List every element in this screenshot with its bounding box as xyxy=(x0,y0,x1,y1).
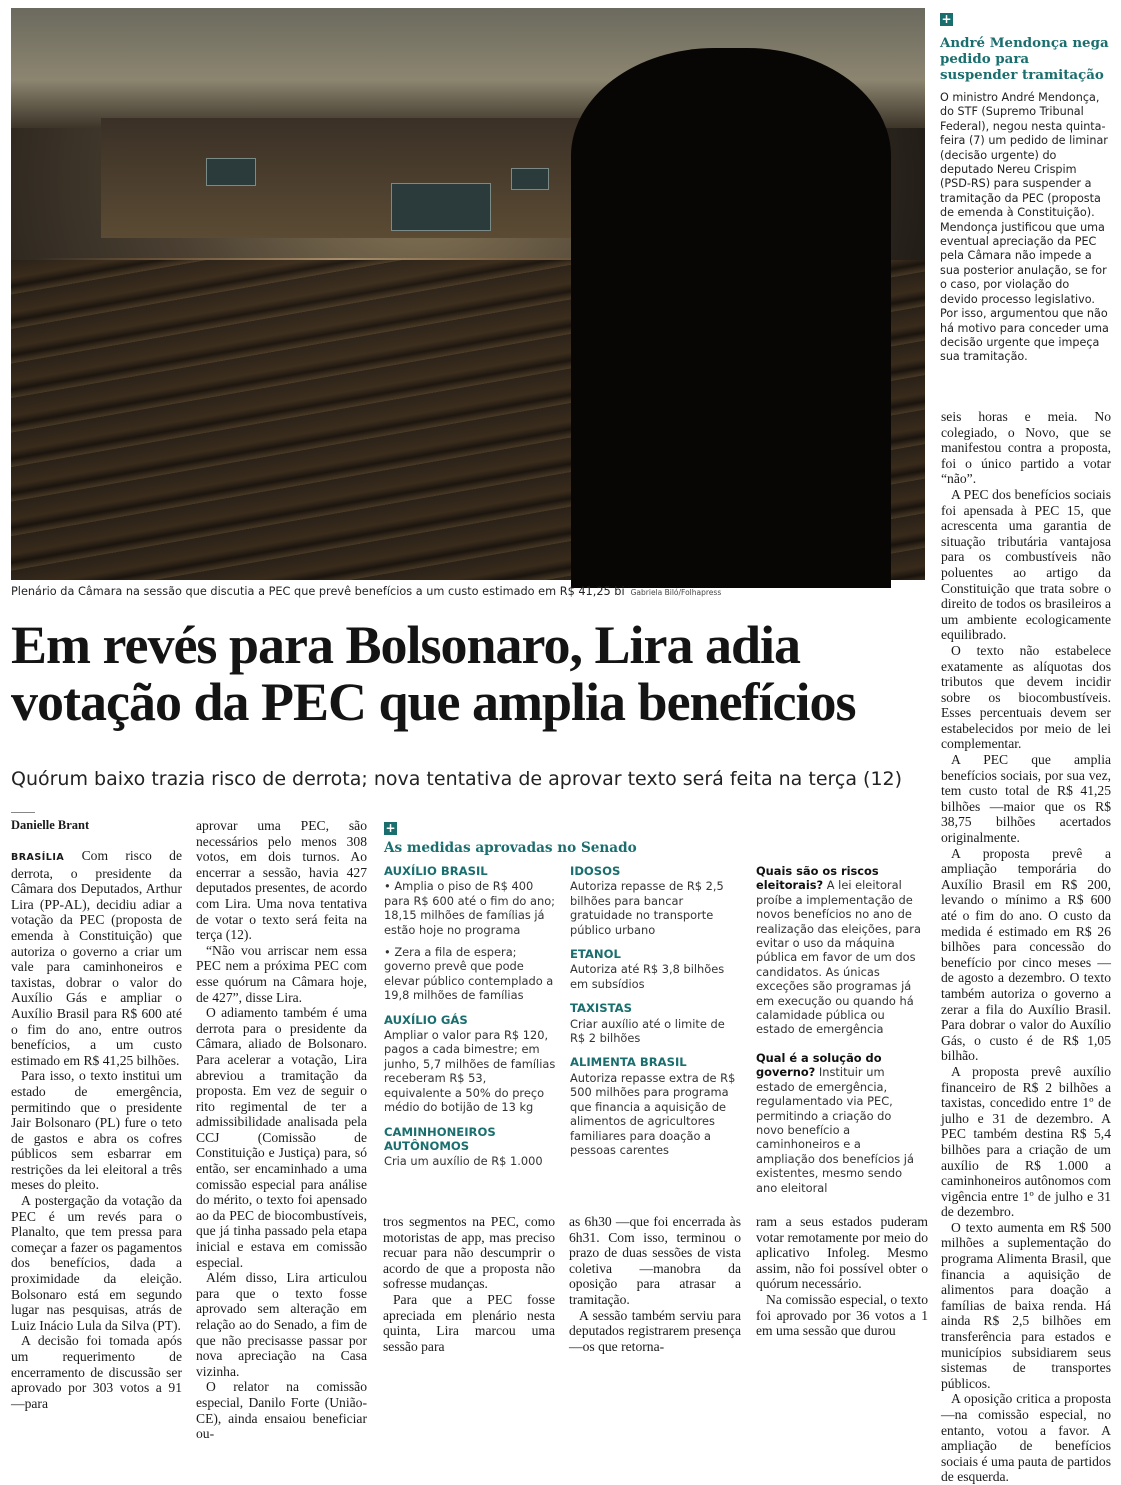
box-section-line: Autoriza repasse extra de R$ 500 milhões para programa que financia a aquisição de alimentos de agricultores familiares para doação a pessoas carentes xyxy=(570,1070,736,1157)
box-section xyxy=(384,864,556,1003)
box-section-line: Autoriza até R$ 3,8 bilhões em subsídios xyxy=(570,962,725,991)
article-paragraph: O relator na comissão especial, Danilo Forte (União-CE), ainda ensaiou beneficiar ou- xyxy=(196,1379,367,1442)
box-section-line: Criar auxílio até o limite de R$ 2 bilhões xyxy=(570,1016,725,1046)
box-section-line: Autoriza repasse de R$ 2,5 bilhões para bancar gratuidade no transporte público urbano xyxy=(570,879,724,937)
photo-screen xyxy=(511,168,549,190)
article-paragraph: as 6h30 —que foi encerrada às 6h31. Com isso, terminou o prazo de duas sessões de vista coletiva —manobra da oposição para atrasar a tramitação. xyxy=(569,1214,741,1307)
box-section xyxy=(384,1013,556,1115)
article-col-3 xyxy=(383,1214,555,1354)
article-paragraph: A postergação da votação da PEC é um revés para o Planalto, que tem pressa para começar a fazer os pagamentos dos benefícios, dada a proximidade da eleição. Bolsonaro está em segundo lugar nas pesquisas, atrás de Luiz Inácio Lula da Silva (PT). xyxy=(11,1193,182,1333)
box-qa xyxy=(756,864,921,1037)
article-paragraph: Para que a PEC fosse apreciada em plenário nesta quinta, Lira marcou uma sessão para xyxy=(383,1291,555,1354)
caption-text: Plenário da Câmara na sessão que discutia a PEC que prevê benefícios a um custo estimado em R$ 41,25 bi xyxy=(11,585,625,598)
box-section xyxy=(384,1125,556,1169)
box-section-head: CAMINHONEIROS AUTÔNOMOS xyxy=(384,1124,496,1153)
photo-screen xyxy=(391,183,491,231)
plenary-photo xyxy=(11,8,925,580)
article-paragraph: A proposta prevê a ampliação temporária do Auxílio Brasil em R$ 200, levando o mínimo a R$ 600 até o fim do ano. O custo da medida é estimado em R$ 26 bilhões para concessão do benefício por cinco meses —de agosto a dezembro. O texto também autoriza o governo a zerar a fila do Auxílio Brasil. Para dobrar o valor do Auxílio Gás, o custo é de R$ 1,05 bilhão. xyxy=(941,845,1111,1064)
article-col-1 xyxy=(11,848,182,1411)
box-section-line: Cria um auxílio de R$ 1.000 xyxy=(384,1154,543,1169)
article-paragraph-text: Com risco de derrota, o presidente da Câmara dos Deputados, Arthur Lira (PP-AL), decidiu adiar a votação da PEC (proposta de emenda à Constituição) que autoriza o governo a criar um vale para caminhoneiros e taxistas, dobrar o valor do Auxílio Gás e ampliar o Auxílio Brasil para R$ 600 até o fim do ano, entre outros benefícios, a um custo estimado em R$ 41,25 bilhões. xyxy=(11,848,182,1068)
box-section-head: ETANOL xyxy=(570,947,621,962)
photo-silhouette-head xyxy=(671,48,766,168)
headline: Em revés para Bolsonaro, Lira adia votação da PEC que amplia benefícios xyxy=(11,615,856,732)
box-section-head: IDOSOS xyxy=(570,864,621,878)
box-answer: A lei eleitoral proíbe a implementação de novos benefícios no ano de realização das eleições, para evitar o uso da máquina pública em favor de um dos candidatos. As únicas exceções são programas já em execução ou quando há calamidade pública ou estado de emergência xyxy=(756,878,921,1037)
article-paragraph: seis horas e meia. No colegiado, o Novo, que se manifestou contra a proposta, foi o único partido a votar “não”. xyxy=(941,409,1111,487)
sidebar-mendonca xyxy=(940,8,1110,365)
article-paragraph: A proposta prevê auxílio financeiro de R$ 2 bilhões a taxistas, concedido entre 1º de julho e 31 de dezembro. A PEC também destina R$ 5,4 bilhões para a criação de um auxílio de R$ 1.000 a caminhoneiros autônomos com vigência entre 1º de julho e 31 de dezembro. xyxy=(941,1063,1111,1220)
article-paragraph: A sessão também serviu para deputados registrarem presença —os que retorna- xyxy=(569,1307,741,1354)
box-section-line: Ampliar o valor para R$ 120, pagos a cada bimestre; em junho, 5,7 milhões de famílias receberam R$ 53, equivalente a 50% do preço médio do botijão de 13 kg xyxy=(384,1028,556,1115)
sidebar-body: O ministro André Mendonça, do STF (Supremo Tribunal Federal), negou nesta quinta-feira (7) um pedido de liminar (decisão urgente) do deputado Nereu Crispim (PSD-RS) para suspender a tramitação da PEC (proposta de emenda à Constituição). Mendonça justificou que uma eventual apreciação da PEC pela Câmara não impede a sua posterior anulação, se for o caso, por violação do devido processo legislativo. Por isso, argumentou que não há motivo para conceder uma decisão urgente que impeça sua tramitação. xyxy=(940,91,1109,364)
box-section xyxy=(570,947,740,991)
senate-measures-box xyxy=(378,818,926,1204)
box-col-b xyxy=(570,864,740,1167)
article-paragraph: A PEC que amplia benefícios sociais, por sua vez, tem custo total de R$ 41,25 bilhões —maior que os R$ 38,75 bilhões acertados originalmente. xyxy=(941,752,1111,846)
article-paragraph: A PEC dos benefícios sociais foi apensada à PEC 15, que acrescenta uma garantia de situação tributária vantajosa para os combustíveis não poluentes ao artigo da Constituição que trata sobre o direito de todos os brasileiros a um ambiente ecologicamente equilibrado. xyxy=(941,486,1111,643)
box-answer: Instituir um estado de emergência, regulamentado via PEC, permitindo a criação do novo benefício a caminhoneiros e a ampliação dos benefícios já existentes, mesmo sendo ano eleitoral xyxy=(756,1065,914,1195)
box-title: As medidas aprovadas no Senado xyxy=(384,840,637,856)
sidebar-title: André Mendonça nega pedido para suspender tramitação xyxy=(940,35,1109,83)
plus-icon: + xyxy=(941,12,952,26)
article-paragraph: “Não vou arriscar nem essa PEC nem a próxima PEC com esse quórum na Câmara hoje, de 427”, disse Lira. xyxy=(196,942,367,1005)
article-col-4 xyxy=(569,1214,741,1354)
article-paragraph: tros segmentos na PEC, como motoristas de app, mas preciso recuar para não descumprir o acordo de que a proposta não sofresse mudanças. xyxy=(383,1214,555,1292)
article-paragraph: A decisão foi tomada após um requerimento de encerramento de discussão ser aprovado por 303 votos a 91 —para xyxy=(11,1333,182,1411)
box-section-head: ALIMENTA BRASIL xyxy=(570,1055,687,1070)
photo-silhouette xyxy=(571,48,891,588)
box-section-line: • Amplia o piso de R$ 400 para R$ 600 até o fim do ano; 18,15 milhões de famílias já estão hoje no programa xyxy=(384,879,556,937)
article-paragraph xyxy=(11,848,182,1068)
article-paragraph: aprovar uma PEC, são necessários pelo menos 308 votos, em dois turnos. Ao encerrar a sessão, havia 427 deputados presentes, de acordo com Lira. Uma nova tentativa de votar o texto será feita na terça (12). xyxy=(196,818,367,943)
article-paragraph: O adiamento também é uma derrota para o presidente da Câmara, aliado de Bolsonaro. Para acelerar a votação, Lira abreviou a tramitação da proposta. Em vez de seguir o rito regimental de ter a admissibilidade analisada pela CCJ (Comissão de Constituição e Justiça) para, só então, ser encaminhado a uma comissão especial para análise do mérito, o texto foi apensado ao da PEC de biocombustíveis, que já tinha passado pela etapa inicial e estava em comissão especial. xyxy=(196,1005,367,1270)
article-paragraph: O texto não estabelece exatamente as alíquotas dos tributos que devem incidir sobre os biocombustíveis. Esses percentuais devem ser estabelecidos por meio de lei complementar. xyxy=(941,642,1111,752)
box-question: Qual é a solução do governo? xyxy=(756,1050,882,1080)
photo-screen xyxy=(206,158,256,186)
article-paragraph: Para isso, o texto institui um estado de emergência, permitindo que o presidente Jair Bolsonaro (PL) fure o teto de gastos e abra os cofres públicos sem esbarrar em restrições da lei eleitoral a três meses do pleito. xyxy=(11,1068,182,1193)
article-paragraph: Além disso, Lira articulou para que o texto fosse aprovado sem alteração em relação ao do Senado, a fim de que não precisasse passar por nova apreciação na Casa vizinha. xyxy=(196,1270,367,1379)
article-col-5 xyxy=(756,1214,928,1339)
subheadline: Quórum baixo trazia risco de derrota; nova tentativa de aprovar texto será feita na terça (12) xyxy=(11,768,903,790)
box-section-line: • Zera a fila de espera; governo prevê que pode elevar público contemplado a 19,8 milhões de famílias xyxy=(384,945,554,1003)
box-section-head: TAXISTAS xyxy=(570,1001,632,1016)
byline-rule xyxy=(11,812,35,813)
box-qa xyxy=(756,1051,921,1195)
box-section xyxy=(570,1055,740,1157)
plus-icon: + xyxy=(385,821,396,835)
box-section xyxy=(570,1001,740,1045)
box-section-head: AUXÍLIO GÁS xyxy=(384,1012,468,1027)
box-section xyxy=(570,864,740,937)
article-paragraph: Na comissão especial, o texto foi aprovado por 36 votos a 1 em uma sessão que durou xyxy=(756,1291,928,1339)
dateline: BRASÍLIA xyxy=(11,852,65,863)
box-col-a xyxy=(384,864,556,1179)
box-col-c xyxy=(756,864,921,1205)
article-paragraph: O texto aumenta em R$ 500 milhões a suplementação do programa Alimenta Brasil, que financia a aquisição de alimentos para doação a famílias de baixa renda. Há ainda R$ 2,5 bilhões em transferência para estados e municípios subsidiarem seus sistemas de transportes públicos. xyxy=(941,1219,1111,1391)
article-paragraph: ram a seus estados puderam votar remotamente por meio do aplicativo Infoleg. Mesmo assim, não foi possível obter o quórum necessário. xyxy=(756,1214,928,1292)
article-paragraph: A oposição critica a proposta —na comissão especial, no entanto, votou a favor. A ampliação de benefícios sociais é uma pauta de partidos de esquerda. xyxy=(941,1391,1111,1485)
photo-caption xyxy=(11,585,925,598)
box-section-head: AUXÍLIO BRASIL xyxy=(384,864,488,878)
article-col-2 xyxy=(196,818,367,1442)
byline: Danielle Brant xyxy=(11,818,90,832)
box-question: Quais são os riscos eleitorais? xyxy=(756,864,879,893)
photo-credit: Gabriela Biló/Folhapress xyxy=(630,588,722,597)
article-col-6 xyxy=(941,409,1111,1485)
